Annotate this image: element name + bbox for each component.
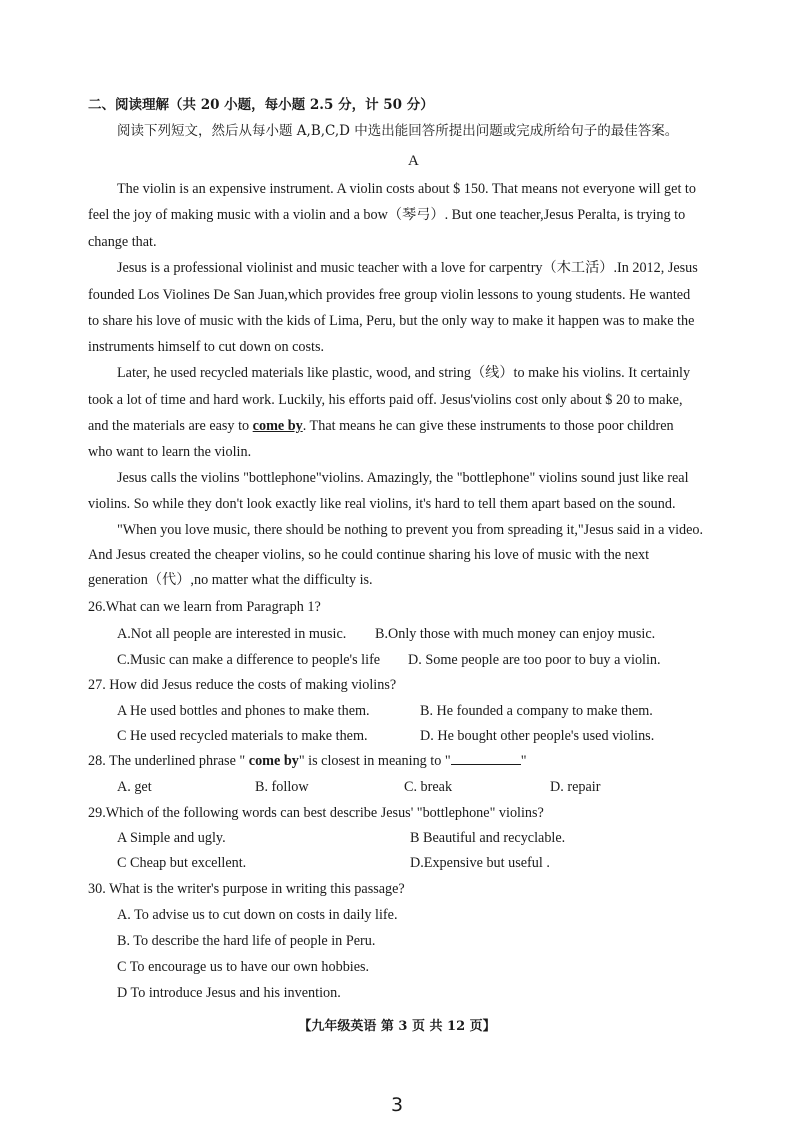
q28-stem-text: " — [520, 753, 527, 769]
q30-option-a[interactable]: A. To advise us to cut down on costs in daily life. — [117, 907, 398, 923]
q26-option-b[interactable]: B.Only those with much money can enjoy music. — [375, 626, 656, 642]
q27-option-c[interactable]: C He used recycled materials to make them. — [117, 728, 368, 744]
passage-line: Jesus is a professional violinist and music teacher with a love for carpentry（木工活）.In 2012, Jesus — [117, 260, 698, 276]
q30-option-c[interactable]: C To encourage us to have our own hobbies. — [117, 959, 370, 975]
q27-option-b[interactable]: B. He founded a company to make them. — [420, 703, 653, 719]
underlined-phrase: come by — [252, 418, 303, 434]
q29-option-d[interactable]: D.Expensive but useful . — [410, 855, 550, 871]
q29-option-a[interactable]: A Simple and ugly. — [117, 830, 226, 846]
question-26-stem: 26.What can we learn from Paragraph 1? — [88, 599, 321, 615]
q29-option-b[interactable]: B Beautiful and recyclable. — [410, 830, 566, 846]
passage-line: The violin is an expensive instrument. A violin costs about $ 150. That means not everyone will get to — [117, 181, 696, 197]
passage-line: change that. — [88, 234, 157, 250]
q28-option-d[interactable]: D. repair — [550, 779, 601, 795]
section-title: 二、阅读理解（共 20 小题，每小题 2.5 分，计 50 分） — [88, 97, 434, 113]
passage-line: violins. So while they don't look exactly like real violins, it's hard to tell them apart based on the sound. — [88, 496, 676, 512]
q26-option-c[interactable]: C.Music can make a difference to people's life — [117, 652, 381, 668]
q28-option-b[interactable]: B. follow — [255, 779, 309, 795]
q28-stem-text: 28. The underlined phrase " — [88, 753, 249, 769]
section-instruction: 阅读下列短文，然后从每小题 A,B,C,D 中选出能回答所提出问题或完成所给句子的最佳答案。 — [117, 123, 679, 139]
passage-line: feel the joy of making music with a violin and a bow（琴弓）. But one teacher,Jesus Peralta, is trying to — [88, 207, 686, 223]
passage-line: took a lot of time and hard work. Luckily, his efforts paid off. Jesus'violins cost only about $ 20 to make, — [88, 392, 683, 408]
q27-option-d[interactable]: D. He bought other people's used violins. — [420, 728, 655, 744]
passage-line: to share his love of music with the kids of Lima, Peru, but the only way to make it happen was to make the — [88, 313, 695, 329]
passage-line: who want to learn the violin. — [88, 444, 252, 460]
passage-text: . That means he can give these instruments to those poor children — [302, 418, 674, 434]
q28-stem-phrase: come by — [248, 753, 299, 769]
passage-text: and the materials are easy to — [88, 418, 253, 434]
passage-line: Later, he used recycled materials like plastic, wood, and string（线）to make his violins. It certainly — [117, 365, 691, 381]
passage-line: "When you love music, there should be nothing to prevent you from spreading it,"Jesus said in a video. — [117, 522, 704, 538]
q28-blank — [451, 752, 521, 765]
passage-line: generation（代）,no matter what the difficulty is. — [88, 572, 373, 588]
passage-line: Jesus calls the violins "bottlephone"violins. Amazingly, the "bottlephone" violins sound just like real — [117, 470, 689, 486]
question-30-stem: 30. What is the writer's purpose in writing this passage? — [88, 881, 405, 897]
passage-line: And Jesus created the cheaper violins, so he could continue sharing his love of music with the next — [88, 547, 650, 563]
passage-line: founded Los Violines De San Juan,which provides free group violin lessons to young students. He wanted — [88, 287, 691, 303]
q30-option-d[interactable]: D To introduce Jesus and his invention. — [117, 985, 341, 1001]
page-footer: 【九年级英语 第 3 页 共 12 页】 — [298, 1019, 496, 1034]
q27-option-a[interactable]: A He used bottles and phones to make them. — [117, 703, 370, 719]
page-number: 3 — [390, 1094, 404, 1116]
passage-line: instruments himself to cut down on costs. — [88, 339, 325, 355]
question-28-stem — [88, 752, 758, 770]
q28-option-c[interactable]: C. break — [404, 779, 453, 795]
q28-stem-text: " is closest in meaning to " — [298, 753, 451, 769]
q28-option-a[interactable]: A. get — [117, 779, 152, 795]
q26-option-a[interactable]: A.Not all people are interested in music. — [117, 626, 347, 642]
q26-option-d[interactable]: D. Some people are too poor to buy a violin. — [408, 652, 661, 668]
question-27-stem: 27. How did Jesus reduce the costs of making violins? — [88, 677, 397, 693]
q30-option-b[interactable]: B. To describe the hard life of people in Peru. — [117, 933, 376, 949]
question-29-stem: 29.Which of the following words can best describe Jesus' "bottlephone" violins? — [88, 805, 544, 821]
passage-line-with-underline — [88, 417, 758, 435]
passage-letter: A — [408, 153, 419, 169]
q29-option-c[interactable]: C Cheap but excellent. — [117, 855, 247, 871]
